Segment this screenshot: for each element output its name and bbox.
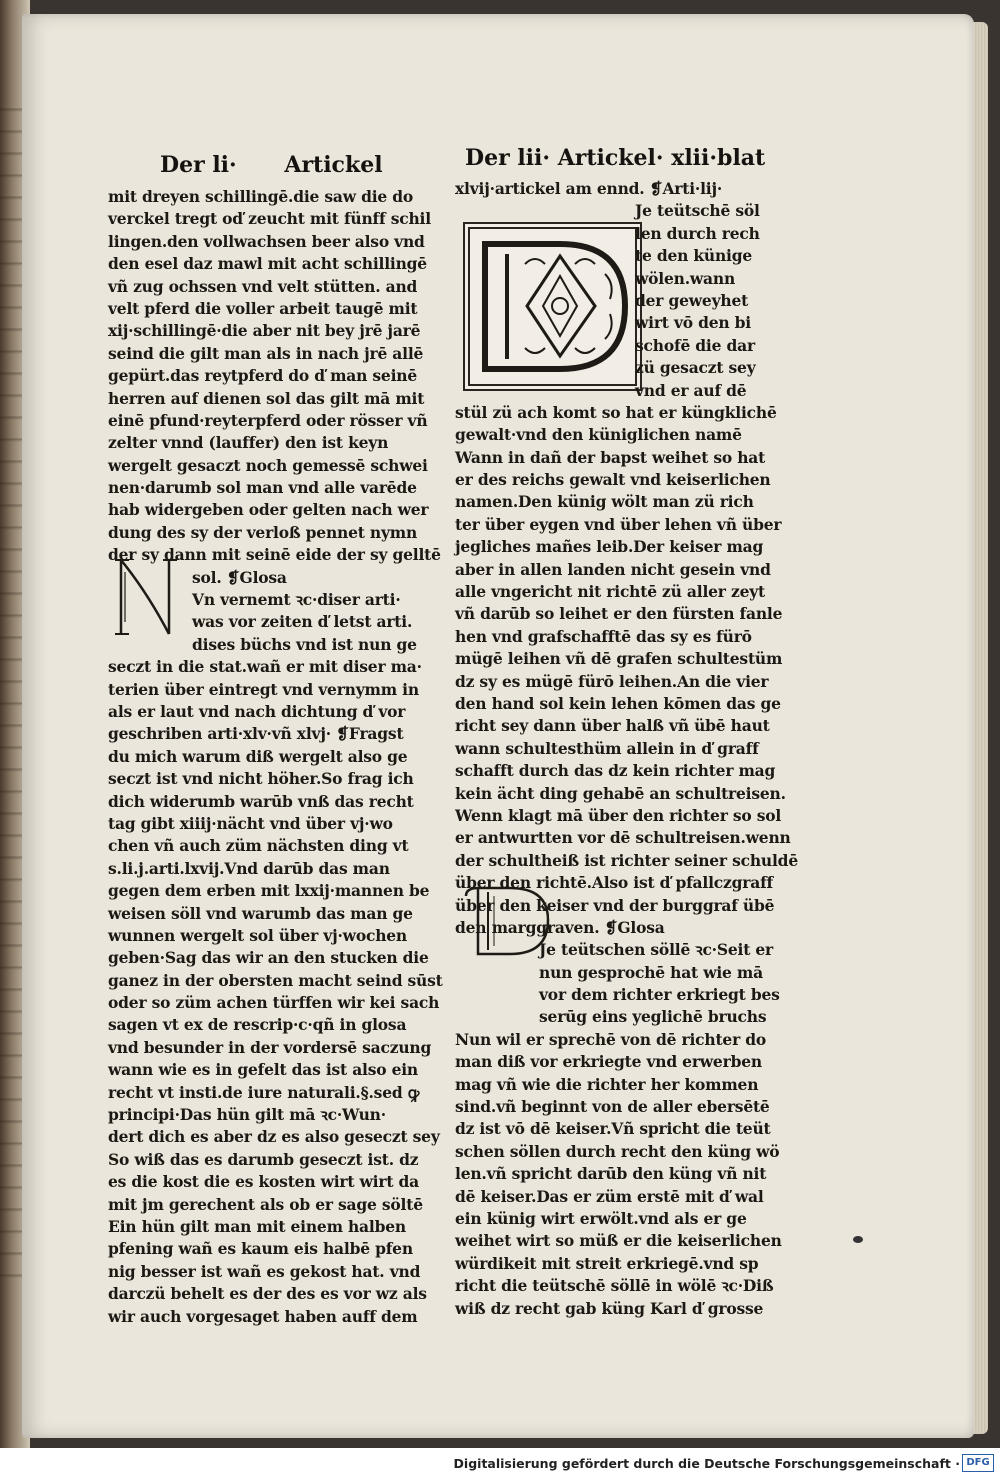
text-line: was vor zeiten ď letst arti.	[192, 612, 413, 632]
text-line: sind.vñ beginnt von de aller ebersētē	[455, 1097, 770, 1117]
text-line: dich widerumb warūb vnß das recht	[108, 791, 414, 811]
text-line: len.vñ spricht darūb den küng vñ nit	[455, 1164, 767, 1184]
text-line: vor dem richter erkriegt bes	[539, 985, 780, 1005]
text-line: mag vñ wie die richter her kommen	[455, 1074, 759, 1094]
text-line: wunnen wergelt sol über vj·wochen	[108, 925, 408, 945]
text-line: als er laut vnd nach dichtung ď vor	[108, 701, 406, 721]
running-head-left-word1: Der li·	[160, 152, 237, 178]
text-line: den hand sol kein lehen kōmen das ge	[455, 693, 781, 713]
text-line: richt die teütschē söllē in wölē ꝛc·Diß	[455, 1276, 774, 1296]
text-line: xij·schillingē·die aber nit bey jrē jarē	[108, 321, 421, 341]
text-line: würdikeit mit streit erkriegē.vnd sp	[455, 1253, 759, 1273]
text-line: er antwurtten vor dē schultreisen.wenn	[455, 828, 791, 848]
text-line: wölen.wann	[635, 268, 736, 288]
text-line: wann schultesthüm allein in ď graff	[455, 738, 759, 758]
left-column-lower-text	[108, 656, 443, 1328]
text-line: seczt in die stat.wañ er mit diser ma·	[108, 657, 422, 677]
text-line: es die kost die es kosten wirt wirt da	[108, 1172, 419, 1192]
text-line: Je teütschē söl	[635, 201, 760, 221]
running-head-right: Der lii· Artickel· xlii·blat	[465, 145, 766, 171]
footer-credit: Digitalisierung gefördert durch die Deutsche Forschungsgemeinschaft ·	[453, 1456, 960, 1471]
running-head-left-word2: Artickel	[284, 152, 383, 178]
text-line: Ein hün gilt man mit einem halben	[108, 1216, 406, 1236]
text-line: der sy dann mit seinē eide der sy gelltē	[108, 545, 441, 565]
text-line: sagen vt ex de rescrip·c·qñ in glosa	[108, 1015, 407, 1035]
text-line: vnd besunder in der vordersē saczung	[108, 1037, 432, 1057]
text-line: velt pferd die voller arbeit taugē mit	[108, 298, 418, 318]
text-line: geben·Sag das wir an den stucken die	[108, 948, 429, 968]
text-line: Wenn klagt mā über den richter so sol	[455, 805, 782, 825]
text-line: recht vt insti.de iure naturali.§.sed ꝙ	[108, 1082, 420, 1102]
text-line: schafft durch das dz kein richter mag	[455, 761, 776, 781]
text-line: schen söllen durch recht den küng wö	[455, 1141, 780, 1161]
running-head-left	[160, 152, 400, 178]
text-line: dē keiser.Das er züm erstē mit ď wal	[455, 1186, 764, 1206]
text-line: vñ zug ochssen vnd velt stütten. and	[108, 276, 418, 296]
text-line: über den richtē.Also ist ď pfallczgraff	[455, 873, 774, 893]
text-line: ter über eygen vnd über lehen vñ über	[455, 514, 782, 534]
text-line: Vn vernemt ꝛc·diser arti·	[192, 590, 401, 610]
text-line: über den keiser vnd der burggraf übē	[455, 895, 775, 915]
text-line: dz ist vō dē keiser.Vñ spricht die teüt	[455, 1119, 771, 1139]
text-line: pfening wañ es kaum eis halbē pfen	[108, 1239, 413, 1259]
text-line: der geweyhet	[635, 290, 749, 310]
text-line: dung des sy der verloß pennet nymn	[108, 522, 418, 542]
text-line: terien über eintregt vnd vernymm in	[108, 679, 419, 699]
text-line: len durch rech	[635, 223, 760, 243]
text-line: seind die gilt man als in nach jrē allē	[108, 343, 424, 363]
text-line: nig besser ist wañ es gekost hat. vnd	[108, 1261, 421, 1281]
text-line: den marggraven. ❡Glosa	[455, 917, 665, 937]
text-line: gegen dem erben mit lxxij·mannen be	[108, 881, 430, 901]
text-line: du mich warum diß wergelt also ge	[108, 746, 408, 766]
text-line: ganez in der obersten macht seind sūst	[108, 970, 443, 990]
text-line: vñ darūb so leihet er den fürsten fanle	[455, 604, 783, 624]
text-line: wirt vō den bi	[635, 313, 751, 333]
text-line: hab widergeben oder gelten nach wer	[108, 500, 429, 520]
text-line: mit dreyen schillingē.die saw die do	[108, 187, 414, 206]
text-line: seczt ist vnd nicht höher.So frag ich	[108, 769, 414, 789]
text-line: jegliches mañes leib.Der keiser mag	[455, 537, 764, 557]
left-column-glosa-start	[108, 567, 417, 657]
text-line: oder so züm achen türffen wir kei sach	[108, 993, 440, 1013]
text-line: Je teütschen söllē ꝛc·Seit er	[539, 940, 774, 960]
text-line: gepürt.das reytpferd do ď man seinē	[108, 366, 418, 386]
text-line: man diß vor erkriegte vnd erwerben	[455, 1052, 762, 1072]
dfg-logo: DFG	[962, 1454, 994, 1472]
text-line: Nun wil er sprechē von dē richter do	[455, 1029, 767, 1049]
text-line: aber in allen landen nicht gesein vnd	[455, 559, 771, 579]
left-column-upper-text	[108, 186, 441, 567]
right-column-first-line: xlvij·artickel am ennd. ❡Arti·lij·	[455, 179, 723, 198]
text-line: te den künige	[635, 246, 753, 266]
text-line: geschriben arti·xlv·vñ xlvj· ❡Fragst	[108, 724, 404, 744]
text-line: herren auf dienen sol das gilt mā mit	[108, 388, 425, 408]
text-line: er des reichs gewalt vnd keiserlichen	[455, 470, 771, 490]
text-column-left	[108, 186, 443, 1328]
text-line: tag gibt xiiij·nächt vnd über vj·wo	[108, 813, 393, 833]
text-line: hen vnd grafschafftē das sy es fürō	[455, 626, 752, 646]
text-line: mügē leihen vñ dē grafen schultestüm	[455, 649, 783, 669]
text-line: s.li.j.arti.lxvij.Vnd darūb das man	[108, 858, 390, 878]
text-line: wann wie es in gefelt das ist also ein	[108, 1060, 419, 1080]
text-line: vnd er auf dē	[635, 380, 747, 400]
text-column-right	[455, 178, 798, 1320]
text-line: der schultheiß ist richter seiner schuldē	[455, 850, 798, 870]
text-line: lingen.den vollwachsen beer also vnd	[108, 231, 425, 251]
text-line: darczü behelt es der des es vor wz als	[108, 1284, 427, 1304]
text-line: sol. ❡Glosa	[192, 567, 287, 587]
text-line: nen·darumb sol man vnd alle varēde	[108, 478, 417, 498]
text-line: weisen söll vnd warumb das man ge	[108, 903, 413, 923]
text-line: einē pfund·reyterpferd oder rösser vñ	[108, 410, 428, 430]
text-line: weihet wirt so müß er die keiserlichen	[455, 1231, 782, 1251]
text-line: zelter vnnd (lauffer) den ist keyn	[108, 433, 389, 453]
text-line: dz sy es mügē fürō leihen.An die vier	[455, 671, 769, 691]
text-line: nun gesprochē hat wie mā	[539, 962, 763, 982]
text-line: dises büchs vnd ist nun ge	[192, 634, 417, 654]
text-line: alle vngericht nit richtē zü aller zeyt	[455, 582, 766, 602]
text-line: ein künig wirt erwölt.vnd als er ge	[455, 1208, 747, 1228]
ink-speck	[853, 1236, 863, 1243]
text-line: wiß dz recht gab küng Karl ď grosse	[455, 1298, 764, 1318]
text-line: serūg eins yeglichē bruchs	[539, 1007, 767, 1027]
text-line: kein ächt ding gehabē an schultreisen.	[455, 783, 786, 803]
text-line: schofē die dar	[635, 335, 755, 355]
text-line: stül zü ach komt so hat er küngklichē	[455, 402, 777, 422]
text-line: verckel tregt oď zeucht mit fünff schil	[108, 209, 431, 229]
text-line: gewalt·vnd den küniglichen namē	[455, 425, 742, 445]
text-line: chen vñ auch züm nächsten ding vt	[108, 836, 409, 856]
digitization-footer	[0, 1448, 1000, 1478]
right-column-glosa-text	[455, 1029, 782, 1320]
text-line: mit jm gerechent als ob er sage söltē	[108, 1194, 423, 1214]
right-column-article-text	[455, 402, 798, 939]
text-line: dert dich es aber dz es also geseczt sey	[108, 1127, 440, 1147]
text-line: richt sey dann über halß vñ übē haut	[455, 716, 770, 736]
text-line: Wann in dañ der bapst weihet so hat	[455, 447, 766, 467]
text-line: den esel daz mawl mit acht schillingē	[108, 254, 427, 274]
text-line: So wiß das es darumb geseczt ist. dz	[108, 1149, 419, 1169]
right-column-article-start	[455, 200, 767, 402]
text-line: namen.Den künig wölt man zü rich	[455, 492, 754, 512]
text-line: zü gesaczt sey	[635, 358, 756, 378]
right-column-glosa-start	[455, 939, 780, 1029]
text-line: wir auch vorgesaget haben auff dem	[108, 1306, 418, 1326]
text-line: principi·Das hün gilt mā ꝛc·Wun·	[108, 1105, 386, 1125]
text-line: wergelt gesaczt noch gemessē schwei	[108, 455, 428, 475]
